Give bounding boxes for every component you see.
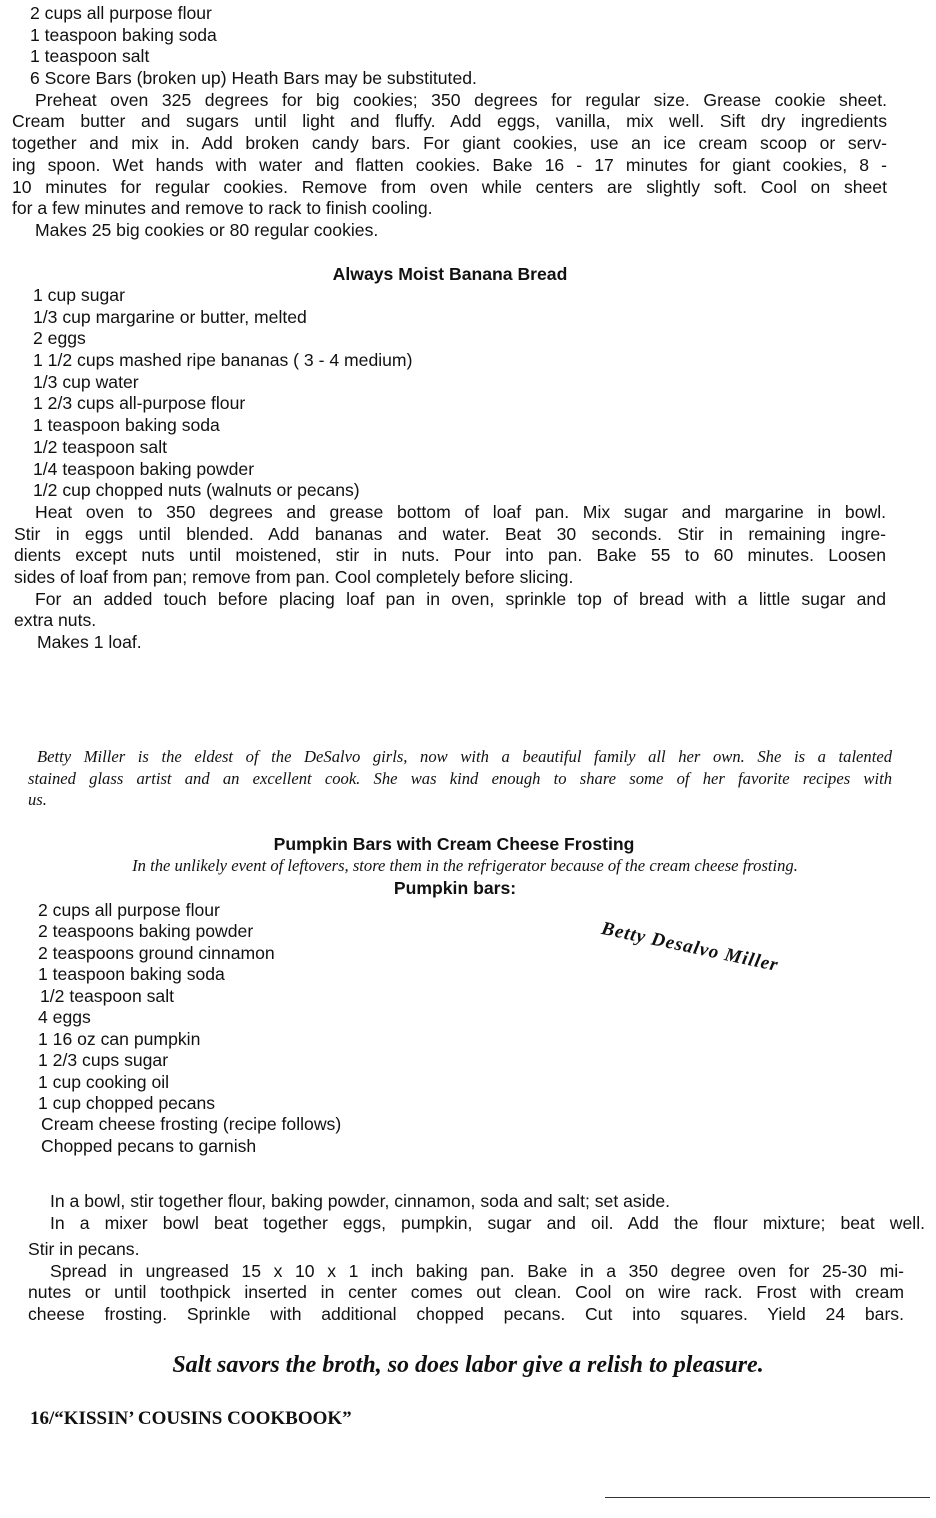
text-line: 1/3 cup margarine or butter, melted xyxy=(33,306,307,327)
text-line: extra nuts. xyxy=(14,610,97,631)
text-line: For an added touch before placing loaf pan in oven, sprinkle top of bread with a little sugar and xyxy=(35,588,886,609)
text-line: 1/3 cup water xyxy=(33,371,139,392)
text-line: Cream cheese frosting (recipe follows) xyxy=(41,1114,342,1135)
text-line: stained glass artist and an excellent cook. She was kind enough to share some of her favorite recipes with xyxy=(28,768,892,788)
text-line: 2 cups all purpose flour xyxy=(30,3,212,23)
text-line: for a few minutes and remove to rack to finish cooling. xyxy=(12,198,433,219)
cookie-recipe xyxy=(12,3,887,242)
text-line: Spread in ungreased 15 x 10 x 1 inch baking pan. Bake in a 350 degree oven for 25-30 mi- xyxy=(50,1260,904,1281)
page-footer: 16/“KISSIN’ COUSINS COOKBOOK” xyxy=(30,1408,352,1429)
text-line: Stir in pecans. xyxy=(28,1239,140,1259)
text-line: 1 cup sugar xyxy=(33,285,125,305)
text-line: Stir in eggs until blended. Add bananas and water. Beat 30 seconds. Stir in remaining ingre- xyxy=(14,523,886,544)
text-line: 1/2 teaspoon salt xyxy=(33,436,168,457)
text-line: Preheat oven 325 degrees for big cookies; 350 degrees for regular size. Grease cookie sheet. xyxy=(35,89,887,110)
author-bio xyxy=(28,746,892,811)
text-line: Chopped pecans to garnish xyxy=(41,1135,257,1156)
text-line: Heat oven to 350 degrees and grease bottom of loaf pan. Mix sugar and margarine in bowl. xyxy=(35,501,886,522)
text-line: us. xyxy=(28,790,47,810)
pumpkin-bars-ingredients xyxy=(38,900,538,1157)
text-line: 4 eggs xyxy=(38,1007,91,1028)
text-line: 2 eggs xyxy=(33,328,86,349)
text-line: In a bowl, stir together flour, baking powder, cinnamon, soda and salt; set aside. xyxy=(50,1191,671,1211)
quote: Salt savors the broth, so does labor give a relish to pleasure. xyxy=(172,1352,764,1378)
text-line: 1 2/3 cups all-purpose flour xyxy=(33,393,246,414)
pumpkin-bars-title: Pumpkin Bars with Cream Cheese Frosting xyxy=(273,834,635,854)
text-line: 2 teaspoons ground cinnamon xyxy=(38,942,275,963)
text-line: cheese frosting. Sprinkle with additional chopped pecans. Cut into squares. Yield 24 bars. xyxy=(28,1304,904,1325)
pumpkin-bars-subtitle: In the unlikely event of leftovers, store them in the refrigerator because of the cream cheese frosting. xyxy=(132,856,798,875)
text-line: 2 teaspoons baking powder xyxy=(38,921,254,942)
text-line: sides of loaf from pan; remove from pan. Cool completely before slicing. xyxy=(14,566,574,587)
text-line: 1/2 teaspoon salt xyxy=(40,985,175,1006)
text-line: 1 teaspoon baking soda xyxy=(33,415,220,436)
pumpkin-bars-subheading: Pumpkin bars: xyxy=(393,878,517,898)
text-line: Cream butter and sugars until light and fluffy. Add eggs, vanilla, mix well. Sift dry ingredients xyxy=(12,111,887,132)
text-line: In a mixer bowl beat together eggs, pumpkin, sugar and oil. Add the flour mixture; beat well. xyxy=(50,1212,925,1233)
pumpkin-bars-steps-a xyxy=(28,1191,925,1234)
text-line: ing spoon. Wet hands with water and flatten cookies. Bake 16 - 17 minutes for giant cookies, 8 - xyxy=(12,154,887,175)
text-line: 1 2/3 cups sugar xyxy=(38,1050,169,1071)
text-line: Betty Miller is the eldest of the DeSalvo girls, now with a beautiful family all her own. She is a talented xyxy=(37,747,892,766)
text-line: Makes 25 big cookies or 80 regular cookies. xyxy=(35,219,379,240)
text-line: 1 1/2 cups mashed ripe bananas ( 3 - 4 medium) xyxy=(33,350,413,371)
text-line: together and mix in. Add broken candy bars. For giant cookies, use an ice cream scoop or serv- xyxy=(12,133,887,154)
text-line: 10 minutes for regular cookies. Remove from oven while centers are slightly soft. Cool on sheet xyxy=(12,176,887,197)
text-line: 1 teaspoon salt xyxy=(30,46,150,67)
bottom-rule xyxy=(605,1497,930,1498)
text-line: nutes or until toothpick inserted in center comes out clean. Cool on wire rack. Frost with cream xyxy=(28,1282,904,1303)
pumpkin-bars-steps-b xyxy=(28,1239,904,1326)
text-line: 1/2 cup chopped nuts (walnuts or pecans) xyxy=(33,480,360,501)
text-line: 1 cup cooking oil xyxy=(38,1071,170,1092)
text-line: dients except nuts until moistened, stir in nuts. Pour into pan. Bake 55 to 60 minutes. Loosen xyxy=(14,545,886,566)
text-line: 1 teaspoon baking soda xyxy=(38,964,225,985)
text-line: 1/4 teaspoon baking powder xyxy=(33,458,255,479)
text-line: 1 16 oz can pumpkin xyxy=(38,1028,201,1049)
author-signature: Betty Desalvo Miller xyxy=(599,918,781,977)
text-line: Makes 1 loaf. xyxy=(37,632,142,652)
banana-bread-recipe xyxy=(14,285,886,654)
banana-bread-title: Always Moist Banana Bread xyxy=(332,264,568,284)
text-line: 2 cups all purpose flour xyxy=(38,900,220,920)
text-line: 1 teaspoon baking soda xyxy=(30,24,217,45)
text-line: 6 Score Bars (broken up) Heath Bars may be substituted. xyxy=(30,68,477,89)
text-line: 1 cup chopped pecans xyxy=(38,1092,216,1113)
